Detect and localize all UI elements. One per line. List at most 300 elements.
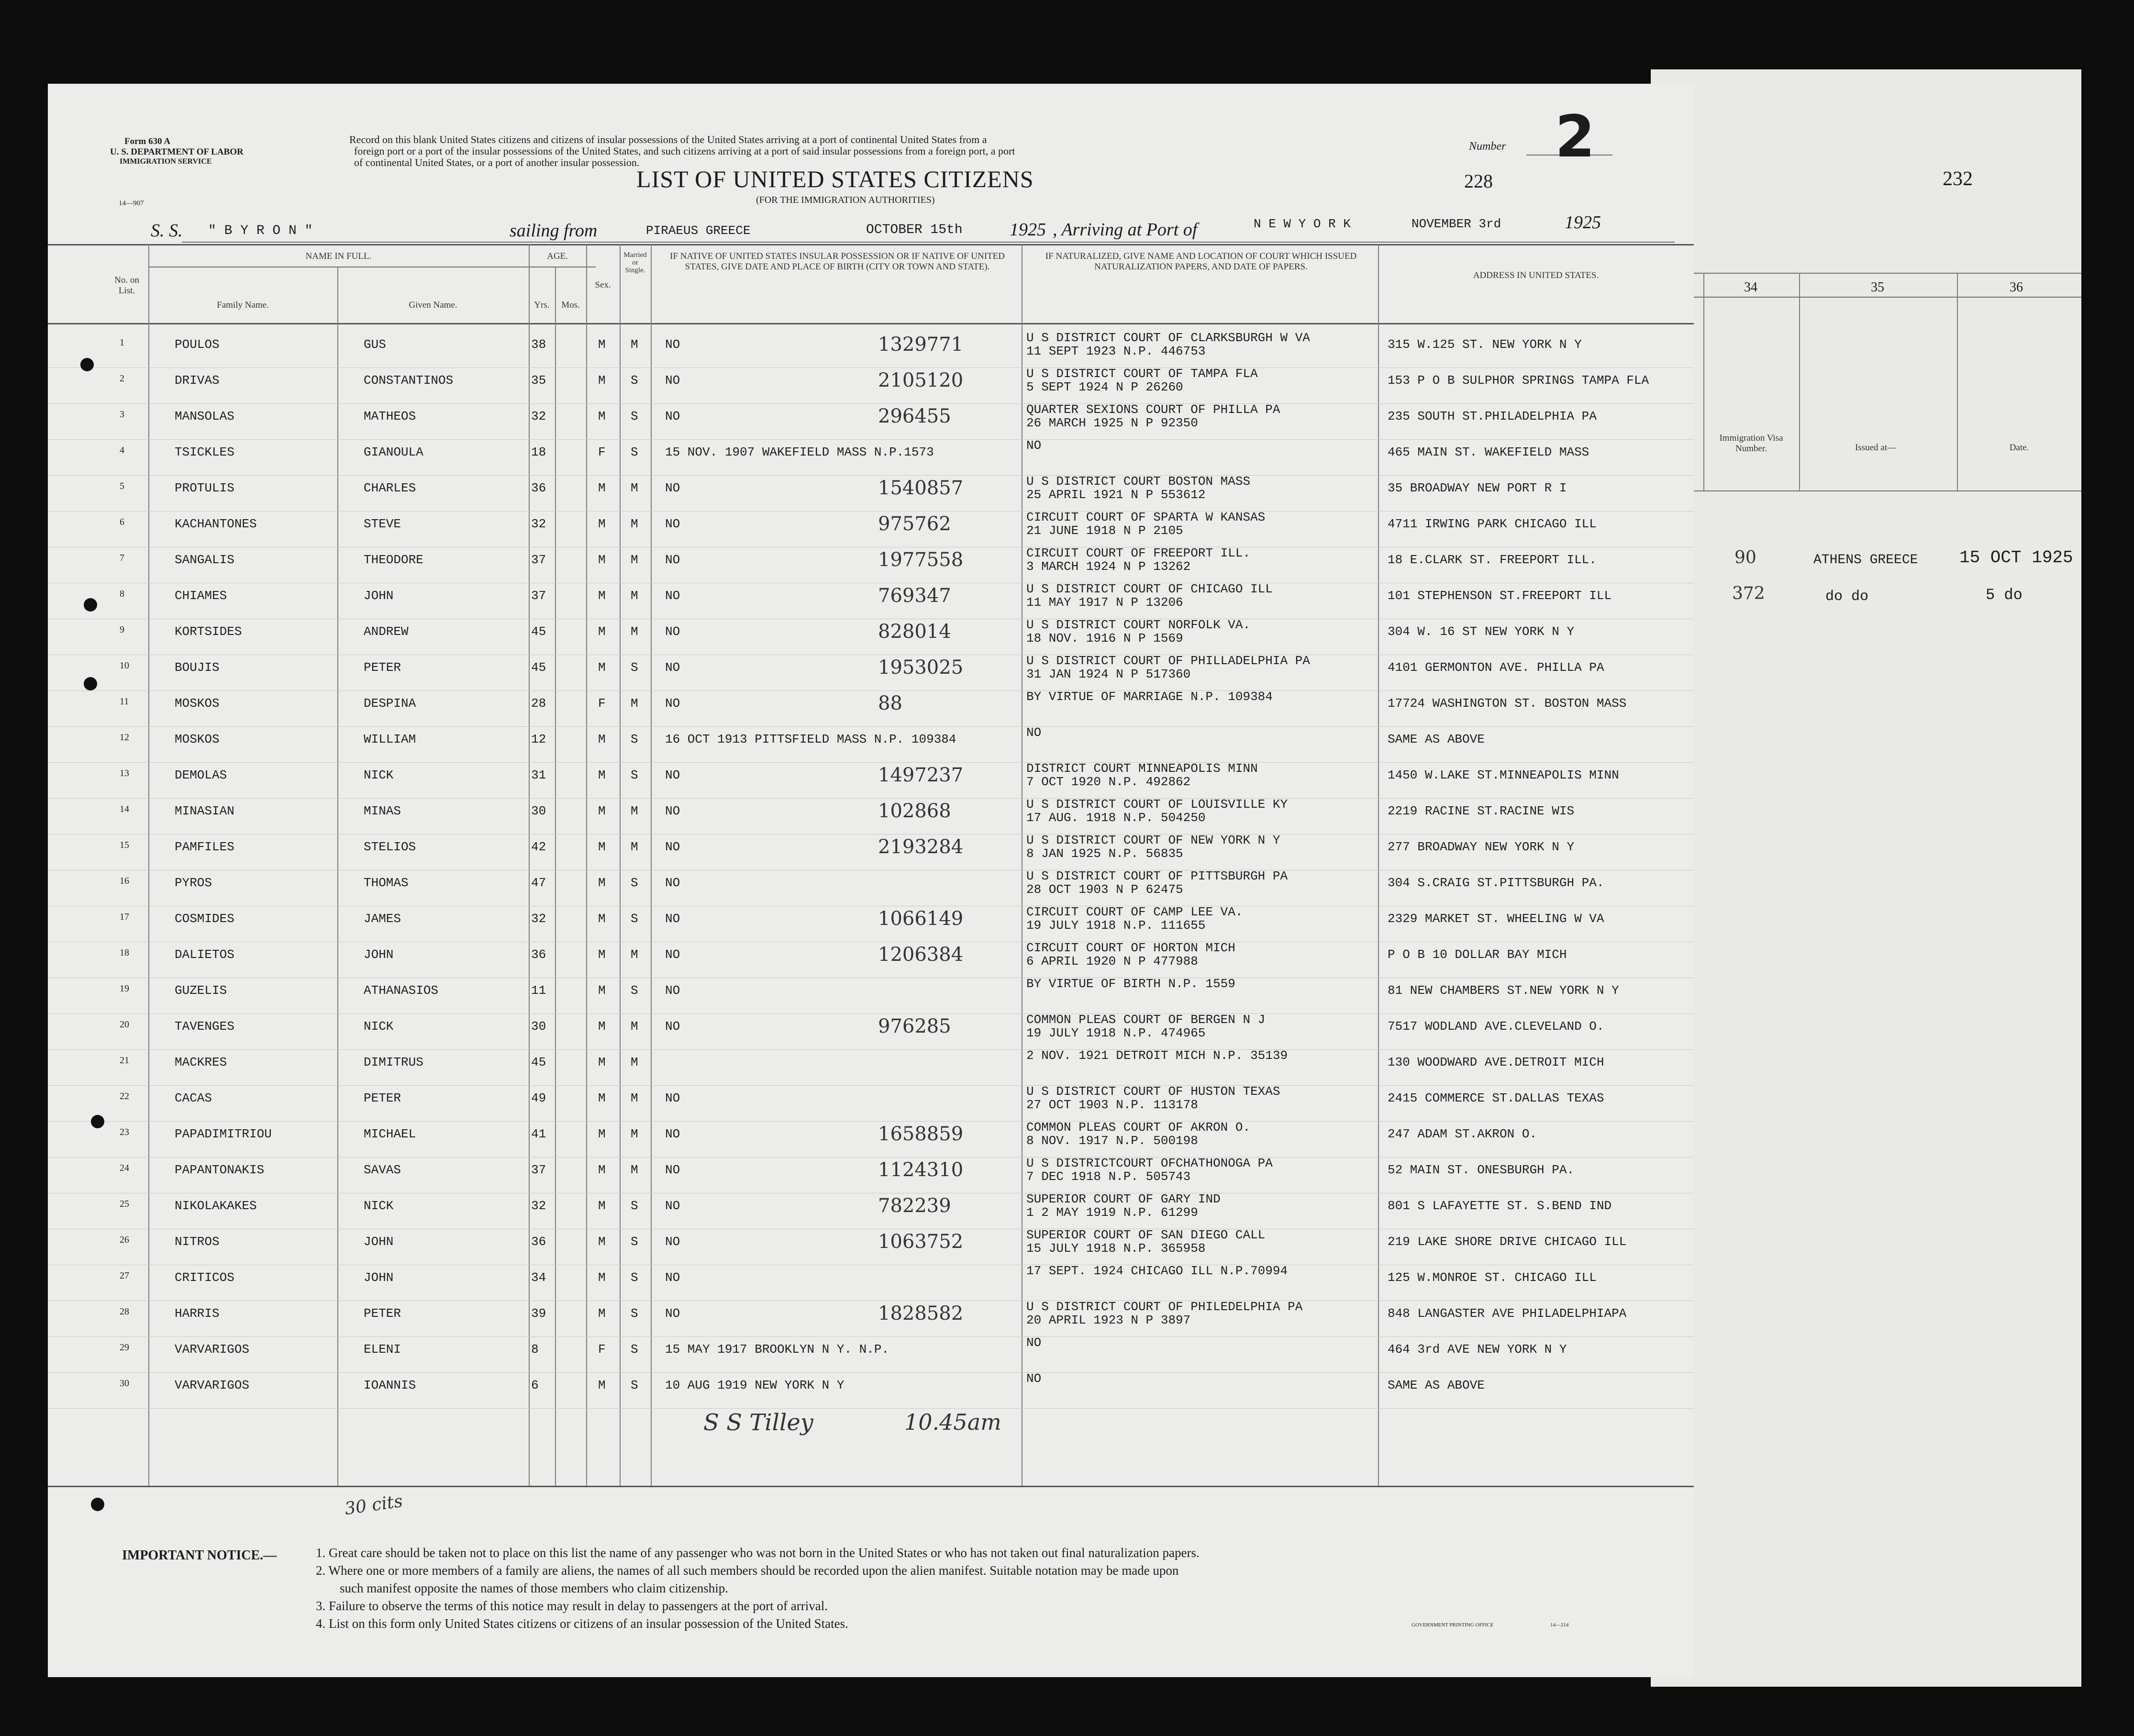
sex: M bbox=[598, 912, 606, 926]
us-address: 464 3rd AVE NEW YORK N Y bbox=[1388, 1342, 1567, 1357]
us-address: 7517 WODLAND AVE.CLEVELAND O. bbox=[1388, 1019, 1604, 1034]
column-divider bbox=[620, 244, 621, 1486]
naturalization-court: COMMON PLEAS COURT OF AKRON O. bbox=[1026, 1120, 1251, 1135]
marital-status: S bbox=[631, 445, 638, 459]
marital-status: S bbox=[631, 912, 638, 926]
sex: M bbox=[598, 1306, 606, 1321]
certificate-number: 1658859 bbox=[878, 1123, 964, 1145]
certificate-number: 2105120 bbox=[878, 369, 964, 391]
notice-line-5: 4. List on this form only United States citizens or citizens of an insular possession of the United States. bbox=[316, 1616, 848, 1631]
naturalization-date: 20 APRIL 1923 N P 3897 bbox=[1026, 1313, 1191, 1327]
marital-header: Married or Single. bbox=[623, 251, 647, 274]
birthplace: NO bbox=[665, 589, 680, 603]
certificate-number: 1828582 bbox=[878, 1302, 964, 1324]
visa-number: 90 bbox=[1734, 548, 1756, 568]
row-divider bbox=[48, 1049, 1694, 1050]
family-name: DALIETOS bbox=[175, 947, 234, 962]
certificate-number: 828014 bbox=[878, 621, 951, 643]
birthplace: NO bbox=[665, 1091, 680, 1105]
marital-status: S bbox=[631, 660, 638, 675]
page-stamp-right: 232 bbox=[1943, 168, 1973, 190]
form-edition: 14—907 bbox=[119, 200, 144, 207]
voyage-underline bbox=[182, 242, 1675, 243]
marital-status: S bbox=[631, 732, 638, 746]
family-name: MANSOLAS bbox=[175, 409, 234, 423]
naturalization-court: U S DISTRICT COURT OF LOUISVILLE KY bbox=[1026, 797, 1288, 812]
family-name-header: Family Name. bbox=[217, 300, 269, 310]
printer-imprint: GOVERNMENT PRINTING OFFICE bbox=[1412, 1622, 1494, 1628]
col-number-34: 34 bbox=[1744, 280, 1757, 295]
sex: M bbox=[598, 1163, 606, 1177]
given-name: NICK bbox=[364, 1019, 394, 1034]
printer-code: 14—214 bbox=[1550, 1622, 1569, 1628]
naturalization-court: SUPERIOR COURT OF SAN DIEGO CALL bbox=[1026, 1228, 1266, 1242]
issued-at: ATHENS GREECE bbox=[1813, 553, 1918, 568]
row-number: 19 bbox=[120, 983, 129, 994]
age-years: 30 bbox=[531, 1019, 546, 1034]
arrival-port: N E W Y O R K bbox=[1254, 217, 1351, 231]
us-address: 465 MAIN ST. WAKEFIELD MASS bbox=[1388, 445, 1589, 459]
certificate-number: 782239 bbox=[878, 1195, 951, 1217]
birthplace: NO bbox=[665, 696, 680, 711]
col-number-35: 35 bbox=[1871, 280, 1884, 295]
row-number: 11 bbox=[120, 696, 129, 707]
name-in-full-header: NAME IN FULL. bbox=[305, 251, 372, 261]
row-number: 25 bbox=[120, 1199, 129, 1209]
row-divider bbox=[48, 690, 1694, 691]
visa-date: 15 OCT 1925 bbox=[1959, 548, 2073, 568]
naturalization-court: U S DISTRICTCOURT OFCHATHONOGA PA bbox=[1026, 1156, 1273, 1170]
given-name: ELENI bbox=[364, 1342, 401, 1357]
family-name: TAVENGES bbox=[175, 1019, 234, 1034]
row-divider bbox=[48, 1085, 1694, 1086]
row-number: 3 bbox=[120, 409, 124, 420]
family-name: GUZELIS bbox=[175, 983, 227, 998]
naturalization-court: U S DISTRICT COURT OF CHICAGO ILL bbox=[1026, 582, 1273, 596]
given-name: ANDREW bbox=[364, 624, 409, 639]
marital-status: S bbox=[631, 1378, 638, 1392]
row-divider bbox=[48, 1121, 1694, 1122]
row-divider bbox=[48, 1336, 1694, 1337]
birthplace: 15 MAY 1917 BROOKLYN N Y. N.P. bbox=[665, 1342, 889, 1357]
given-name: CONSTANTINOS bbox=[364, 373, 454, 388]
birthplace: NO bbox=[665, 840, 680, 854]
given-name: ATHANASIOS bbox=[364, 983, 439, 998]
family-name: VARVARIGOS bbox=[175, 1342, 250, 1357]
birth-header: IF NATIVE OF UNITED STATES INSULAR POSSESSION OR IF NATIVE OF UNITED STATES, GIVE DATE AND PLACE OF BIRTH (CITY OR TOWN AND STATE). bbox=[670, 251, 1005, 272]
ship-name: " B Y R O N " bbox=[208, 223, 313, 238]
marital-status: M bbox=[631, 804, 638, 818]
marital-status: M bbox=[631, 1091, 638, 1105]
family-name: MINASIAN bbox=[175, 804, 234, 818]
row-divider bbox=[48, 1013, 1694, 1014]
marital-status: M bbox=[631, 337, 638, 352]
given-name: JOHN bbox=[364, 1235, 394, 1249]
page-stamp: 228 bbox=[1464, 170, 1493, 192]
naturalization-date: 7 OCT 1920 N.P. 492862 bbox=[1026, 775, 1191, 789]
us-address: 219 LAKE SHORE DRIVE CHICAGO ILL bbox=[1388, 1235, 1627, 1249]
certificate-number: 88 bbox=[878, 692, 902, 714]
department: U. S. DEPARTMENT OF LABOR bbox=[110, 147, 244, 157]
given-name: STEVE bbox=[364, 517, 401, 531]
column-divider bbox=[148, 244, 149, 1486]
marital-status: M bbox=[631, 553, 638, 567]
sex: M bbox=[598, 1199, 606, 1213]
notice-line-1: 1. Great care should be taken not to place on this list the name of any passenger who was not born in the United States or who has not taken out final naturalization papers. bbox=[316, 1546, 1200, 1560]
naturalization-court: 17 SEPT. 1924 CHICAGO ILL N.P.70994 bbox=[1026, 1264, 1288, 1278]
given-name: MICHAEL bbox=[364, 1127, 416, 1141]
row-number: 21 bbox=[120, 1055, 129, 1066]
row-number: 26 bbox=[120, 1235, 129, 1245]
row-number: 17 bbox=[120, 912, 129, 922]
given-name: JAMES bbox=[364, 912, 401, 926]
age-years: 32 bbox=[531, 409, 546, 423]
age-years: 36 bbox=[531, 481, 546, 495]
row-number: 9 bbox=[120, 624, 124, 635]
notice-line-2: 2. Where one or more members of a family are aliens, the names of all such members should be recorded upon the alien manifest. Suitable notation may be made upon bbox=[316, 1563, 1179, 1578]
sex: M bbox=[598, 947, 606, 962]
naturalization-court: NO bbox=[1026, 1371, 1042, 1386]
sex: M bbox=[598, 1127, 606, 1141]
count-note: 30 cits bbox=[343, 1491, 404, 1519]
sex: M bbox=[598, 409, 606, 423]
column-divider bbox=[555, 267, 556, 1486]
age-header: AGE. bbox=[547, 251, 568, 261]
family-name: MOSKOS bbox=[175, 732, 220, 746]
birthplace: 15 NOV. 1907 WAKEFIELD MASS N.P.1573 bbox=[665, 445, 934, 459]
naturalization-date: 31 JAN 1924 N P 517360 bbox=[1026, 667, 1191, 681]
naturalization-court: U S DISTRICT COURT OF PHILLADELPHIA PA bbox=[1026, 654, 1310, 668]
us-address: 52 MAIN ST. ONESBURGH PA. bbox=[1388, 1163, 1575, 1177]
divider bbox=[1703, 273, 1704, 490]
naturalization-date: 8 NOV. 1917 N.P. 500198 bbox=[1026, 1134, 1198, 1148]
intro-line-1: Record on this blank United States citizens and citizens of insular possessions of the United States arriving at a port of continental United States from a bbox=[349, 134, 987, 145]
age-years: 18 bbox=[531, 445, 546, 459]
list-number: 2 bbox=[1555, 104, 1595, 170]
naturalization-date: 6 APRIL 1920 N P 477988 bbox=[1026, 954, 1198, 968]
table-top-border bbox=[48, 244, 1694, 245]
naturalization-date: 15 JULY 1918 N.P. 365958 bbox=[1026, 1241, 1206, 1256]
us-address: SAME AS ABOVE bbox=[1388, 1378, 1485, 1392]
sex: F bbox=[598, 1342, 606, 1357]
naturalization-date: 1 2 MAY 1919 N.P. 61299 bbox=[1026, 1205, 1198, 1220]
naturalization-court: CIRCUIT COURT OF FREEPORT ILL. bbox=[1026, 546, 1251, 560]
given-name: PETER bbox=[364, 1091, 401, 1105]
naturalization-date: 18 NOV. 1916 N P 1569 bbox=[1026, 631, 1183, 645]
birthplace: NO bbox=[665, 768, 680, 782]
row-number: 24 bbox=[120, 1163, 129, 1173]
row-number: 15 bbox=[120, 840, 129, 850]
us-address: 153 P O B SULPHOR SPRINGS TAMPA FLA bbox=[1388, 373, 1649, 388]
row-divider bbox=[48, 1408, 1694, 1409]
sex: M bbox=[598, 1019, 606, 1034]
row-number: 16 bbox=[120, 876, 129, 886]
certificate-number: 296455 bbox=[878, 405, 951, 427]
row-number: 8 bbox=[120, 589, 124, 599]
given-name: JOHN bbox=[364, 1270, 394, 1285]
sex: M bbox=[598, 1270, 606, 1285]
sex: M bbox=[598, 1235, 606, 1249]
us-address: 125 W.MONROE ST. CHICAGO ILL bbox=[1388, 1270, 1597, 1285]
age-years: 32 bbox=[531, 517, 546, 531]
birthplace: NO bbox=[665, 947, 680, 962]
family-name: HARRIS bbox=[175, 1306, 220, 1321]
given-name: GIANOULA bbox=[364, 445, 423, 459]
age-years: 38 bbox=[531, 337, 546, 352]
form-subtitle: (FOR THE IMMIGRATION AUTHORITIES) bbox=[756, 195, 935, 205]
naturalization-court: DISTRICT COURT MINNEAPOLIS MINN bbox=[1026, 761, 1258, 776]
given-name: WILLIAM bbox=[364, 732, 416, 746]
naturalization-court: CIRCUIT COURT OF HORTON MICH bbox=[1026, 941, 1235, 955]
us-address: 101 STEPHENSON ST.FREEPORT ILL bbox=[1388, 589, 1612, 603]
birthplace: NO bbox=[665, 1019, 680, 1034]
age-years: 35 bbox=[531, 373, 546, 388]
row-divider bbox=[48, 403, 1694, 404]
sailing-label: sailing from bbox=[510, 221, 598, 241]
departure-date: OCTOBER 15th bbox=[866, 223, 963, 237]
row-number: 14 bbox=[120, 804, 129, 814]
age-years: 31 bbox=[531, 768, 546, 782]
birthplace: 16 OCT 1913 PITTSFIELD MASS N.P. 109384 bbox=[665, 732, 956, 746]
sex: M bbox=[598, 481, 606, 495]
marital-status: M bbox=[631, 1019, 638, 1034]
sex: M bbox=[598, 876, 606, 890]
visa-number: 372 bbox=[1732, 584, 1765, 603]
naturalization-court: BY VIRTUE OF MARRIAGE N.P. 109384 bbox=[1026, 690, 1273, 704]
birthplace: NO bbox=[665, 624, 680, 639]
address-header: ADDRESS IN UNITED STATES. bbox=[1473, 270, 1599, 280]
notice-line-4: 3. Failure to observe the terms of this notice may result in delay to passengers at the port of arrival. bbox=[316, 1599, 828, 1613]
row-number: 1 bbox=[120, 337, 124, 348]
us-address: 801 S LAFAYETTE ST. S.BEND IND bbox=[1388, 1199, 1612, 1213]
certificate-number: 1206384 bbox=[878, 944, 964, 966]
sex: F bbox=[598, 445, 606, 459]
row-number: 22 bbox=[120, 1091, 129, 1102]
family-name: TSICKLES bbox=[175, 445, 234, 459]
divider bbox=[1957, 273, 1958, 490]
us-address: 235 SOUTH ST.PHILADELPHIA PA bbox=[1388, 409, 1597, 423]
header-bottom-border bbox=[48, 323, 1694, 324]
sex: M bbox=[598, 983, 606, 998]
us-address: 2329 MARKET ST. WHEELING W VA bbox=[1388, 912, 1604, 926]
birthplace: NO bbox=[665, 481, 680, 495]
row-number: 10 bbox=[120, 660, 129, 671]
us-address: 35 BROADWAY NEW PORT R I bbox=[1388, 481, 1567, 495]
col-number-36: 36 bbox=[2010, 280, 2023, 295]
naturalization-court: U S DISTRICT COURT OF NEW YORK N Y bbox=[1026, 833, 1280, 847]
naturalization-court: U S DISTRICT COURT OF PITTSBURGH PA bbox=[1026, 869, 1288, 883]
marital-status: S bbox=[631, 768, 638, 782]
given-name: IOANNIS bbox=[364, 1378, 416, 1392]
row-number: 28 bbox=[120, 1306, 129, 1317]
given-name: PETER bbox=[364, 660, 401, 675]
column-divider bbox=[1022, 244, 1023, 1486]
family-name: POULOS bbox=[175, 337, 220, 352]
family-name: DEMOLAS bbox=[175, 768, 227, 782]
sex: M bbox=[598, 589, 606, 603]
row-number: 30 bbox=[120, 1378, 129, 1389]
sex: M bbox=[598, 732, 606, 746]
marital-status: S bbox=[631, 1235, 638, 1249]
naturalization-date: 11 MAY 1917 N P 13206 bbox=[1026, 595, 1183, 610]
punch-hole bbox=[80, 358, 94, 371]
naturalization-date: 5 SEPT 1924 N P 26260 bbox=[1026, 380, 1183, 394]
naturalization-court: U S DISTRICT COURT BOSTON MASS bbox=[1026, 474, 1251, 489]
naturalization-date: 3 MARCH 1924 N P 13262 bbox=[1026, 559, 1191, 574]
certificate-number: 1540857 bbox=[878, 477, 964, 499]
certificate-number: 1953025 bbox=[878, 657, 964, 679]
divider bbox=[1799, 273, 1800, 490]
row-divider bbox=[48, 439, 1694, 440]
family-name: DRIVAS bbox=[175, 373, 220, 388]
mos-header: Mos. bbox=[561, 300, 580, 310]
birthplace: NO bbox=[665, 912, 680, 926]
birthplace: NO bbox=[665, 517, 680, 531]
visa-date: 5 do bbox=[1986, 586, 2023, 604]
row-number: 7 bbox=[120, 553, 124, 563]
given-name: CHARLES bbox=[364, 481, 416, 495]
row-number: 29 bbox=[120, 1342, 129, 1353]
marital-status: S bbox=[631, 1342, 638, 1357]
birthplace: NO bbox=[665, 337, 680, 352]
sex: M bbox=[598, 1091, 606, 1105]
age-years: 8 bbox=[531, 1342, 539, 1357]
us-address: 17724 WASHINGTON ST. BOSTON MASS bbox=[1388, 696, 1627, 711]
birthplace: NO bbox=[665, 660, 680, 675]
punch-hole bbox=[91, 1498, 104, 1511]
family-name: MOSKOS bbox=[175, 696, 220, 711]
sex: M bbox=[598, 768, 606, 782]
naturalization-date: 21 JUNE 1918 N P 2105 bbox=[1026, 523, 1183, 538]
certificate-number: 975762 bbox=[878, 513, 951, 535]
birthplace: NO bbox=[665, 804, 680, 818]
birthplace: 10 AUG 1919 NEW YORK N Y bbox=[665, 1378, 845, 1392]
notice-line-3: such manifest opposite the names of those members who claim citizenship. bbox=[340, 1581, 729, 1595]
naturalization-court: QUARTER SEXIONS COURT OF PHILLA PA bbox=[1026, 402, 1280, 417]
family-name: CACAS bbox=[175, 1091, 212, 1105]
us-address: 247 ADAM ST.AKRON O. bbox=[1388, 1127, 1537, 1141]
visa-number-header: Immigration Visa Number. bbox=[1719, 433, 1783, 454]
birthplace: NO bbox=[665, 983, 680, 998]
age-years: 28 bbox=[531, 696, 546, 711]
marital-status: S bbox=[631, 983, 638, 998]
family-name: NIKOLAKAKES bbox=[175, 1199, 257, 1213]
certificate-number: 2193284 bbox=[878, 836, 964, 858]
naturalization-court: U S DISTRICT COURT OF CLARKSBURGH W VA bbox=[1026, 331, 1310, 345]
yrs-header: Yrs. bbox=[534, 300, 550, 310]
birthplace: NO bbox=[665, 1235, 680, 1249]
divider bbox=[1651, 297, 2081, 298]
birthplace: NO bbox=[665, 373, 680, 388]
family-name: KACHANTONES bbox=[175, 517, 257, 531]
age-years: 32 bbox=[531, 1199, 546, 1213]
row-number: 2 bbox=[120, 373, 124, 384]
row-number: 13 bbox=[120, 768, 129, 779]
us-address: 304 S.CRAIG ST.PITTSBURGH PA. bbox=[1388, 876, 1604, 890]
marital-status: M bbox=[631, 947, 638, 962]
marital-status: M bbox=[631, 624, 638, 639]
row-number: 5 bbox=[120, 481, 124, 491]
row-number: 6 bbox=[120, 517, 124, 527]
family-name: CHIAMES bbox=[175, 589, 227, 603]
divider bbox=[1651, 490, 2081, 491]
us-address: SAME AS ABOVE bbox=[1388, 732, 1485, 746]
marital-status: S bbox=[631, 409, 638, 423]
row-divider bbox=[48, 475, 1694, 476]
inspector-signature: S S Tilley bbox=[703, 1409, 813, 1436]
birthplace: NO bbox=[665, 1127, 680, 1141]
family-name: COSMIDES bbox=[175, 912, 234, 926]
row-number: 20 bbox=[120, 1019, 129, 1030]
number-label: Number bbox=[1469, 140, 1506, 153]
naturalization-date: 27 OCT 1903 N.P. 113178 bbox=[1026, 1098, 1198, 1112]
arriving-label: , Arriving at Port of bbox=[1053, 220, 1198, 240]
certificate-number: 976285 bbox=[878, 1015, 951, 1037]
naturalization-date: 19 JULY 1918 N.P. 474965 bbox=[1026, 1026, 1206, 1040]
column-divider bbox=[529, 244, 530, 1486]
col-no-header: No. on List. bbox=[114, 275, 139, 296]
marital-status: M bbox=[631, 696, 638, 711]
birthplace: NO bbox=[665, 876, 680, 890]
column-divider bbox=[1378, 244, 1379, 1486]
age-years: 6 bbox=[531, 1378, 539, 1392]
naturalization-court: NO bbox=[1026, 438, 1042, 453]
given-name: NICK bbox=[364, 1199, 394, 1213]
naturalization-court: NO bbox=[1026, 1335, 1042, 1350]
family-name: VARVARIGOS bbox=[175, 1378, 250, 1392]
punch-hole bbox=[91, 1115, 104, 1128]
given-name: THEODORE bbox=[364, 553, 423, 567]
arrival-year: 1925 bbox=[1565, 212, 1601, 233]
naturalization-date: 11 SEPT 1923 N.P. 446753 bbox=[1026, 344, 1206, 358]
birthplace: NO bbox=[665, 409, 680, 423]
certificate-number: 102868 bbox=[878, 800, 951, 822]
age-years: 49 bbox=[531, 1091, 546, 1105]
marital-status: M bbox=[631, 517, 638, 531]
marital-status: S bbox=[631, 1270, 638, 1285]
marital-status: S bbox=[631, 1306, 638, 1321]
birthplace: NO bbox=[665, 1306, 680, 1321]
certificate-number: 1063752 bbox=[878, 1231, 964, 1253]
sex: M bbox=[598, 660, 606, 675]
naturalization-date: 8 JAN 1925 N.P. 56835 bbox=[1026, 846, 1183, 861]
continuation-sheet bbox=[1651, 69, 2081, 1687]
naturalization-date: 28 OCT 1903 N P 62475 bbox=[1026, 882, 1183, 897]
us-address: 81 NEW CHAMBERS ST.NEW YORK N Y bbox=[1388, 983, 1619, 998]
age-years: 37 bbox=[531, 589, 546, 603]
given-name-header: Given Name. bbox=[409, 300, 457, 310]
row-divider bbox=[48, 367, 1694, 368]
punch-hole bbox=[84, 677, 97, 690]
age-years: 36 bbox=[531, 1235, 546, 1249]
given-name: SAVAS bbox=[364, 1163, 401, 1177]
sex-header: Sex. bbox=[595, 280, 611, 290]
given-name: MINAS bbox=[364, 804, 401, 818]
row-divider bbox=[48, 798, 1694, 799]
given-name: NICK bbox=[364, 768, 394, 782]
row-number: 27 bbox=[120, 1270, 129, 1281]
marital-status: M bbox=[631, 1127, 638, 1141]
naturalization-court: U S DISTRICT COURT OF PHILEDELPHIA PA bbox=[1026, 1300, 1303, 1314]
age-years: 41 bbox=[531, 1127, 546, 1141]
age-years: 12 bbox=[531, 732, 546, 746]
sex: M bbox=[598, 517, 606, 531]
intro-line-3: of continental United States, or a port of another insular possession. bbox=[354, 156, 640, 168]
given-name: THOMAS bbox=[364, 876, 409, 890]
given-name: STELIOS bbox=[364, 840, 416, 854]
naturalization-court: BY VIRTUE OF BIRTH N.P. 1559 bbox=[1026, 977, 1235, 991]
us-address: 304 W. 16 ST NEW YORK N Y bbox=[1388, 624, 1575, 639]
